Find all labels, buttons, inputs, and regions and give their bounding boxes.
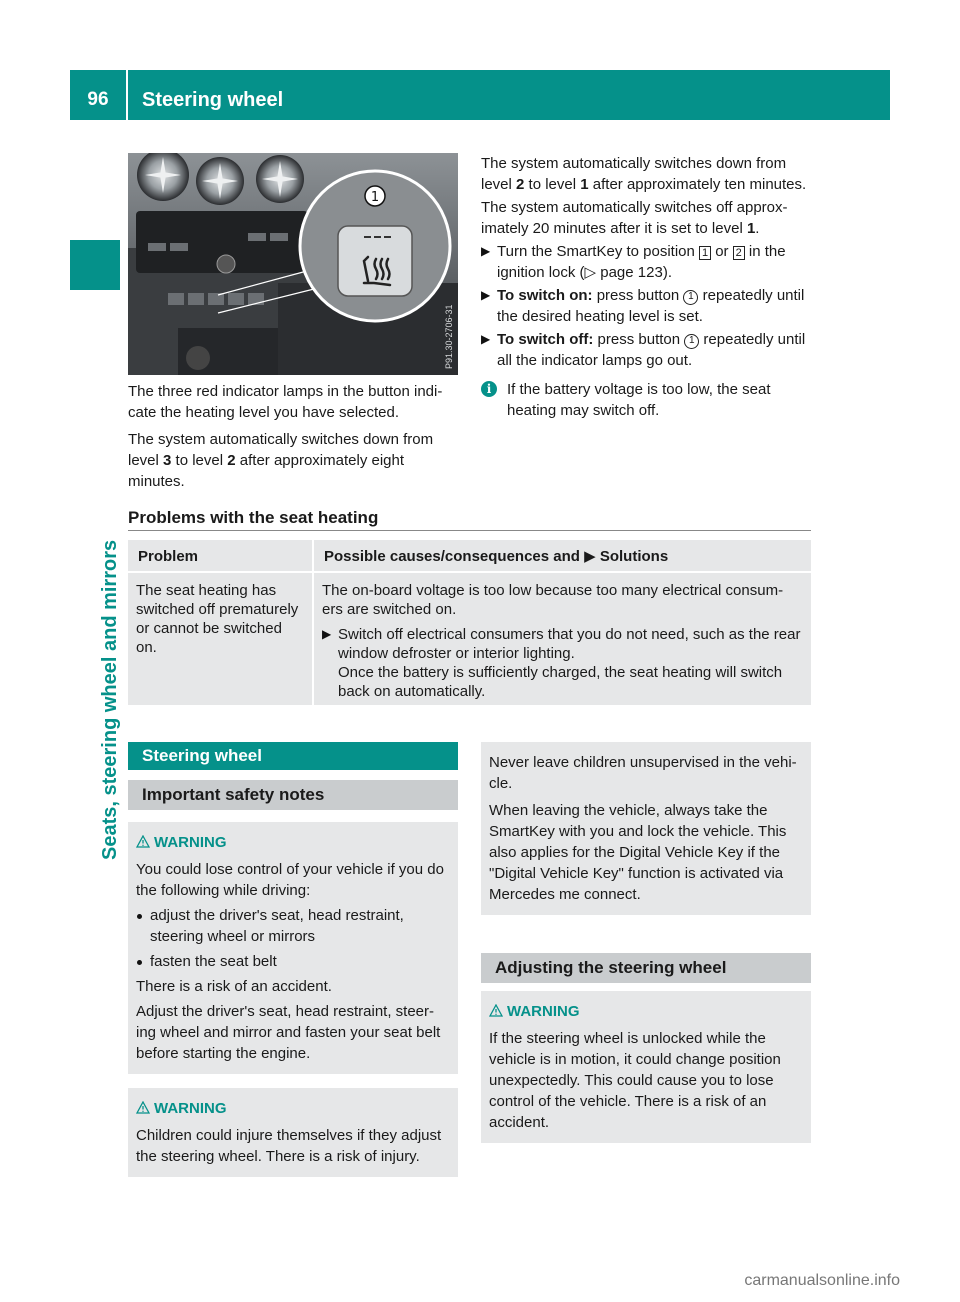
site-watermark: carmanualsonline.info (744, 1272, 900, 1289)
switch-on-label: To switch on: (497, 287, 593, 304)
left-text-column (128, 381, 458, 498)
level-2-value: 2 (227, 452, 236, 469)
magnified-button-callout (300, 171, 450, 321)
step1-text-a: Turn the SmartKey to position (497, 243, 700, 260)
warning-heading (489, 1001, 803, 1022)
callout-number: 1 (370, 190, 380, 205)
solution-step (322, 625, 803, 701)
battery-info-note (481, 379, 811, 421)
auto-off-text (481, 197, 811, 239)
problems-table (128, 540, 811, 705)
air-vent-center (196, 157, 244, 205)
info-icon: i (481, 381, 497, 397)
table-cell-solution (314, 573, 811, 705)
steering-left-column (128, 742, 458, 1177)
section-title-steering: Steering wheel (128, 742, 458, 770)
subsection-adjusting: Adjusting the steering wheel (481, 953, 811, 983)
step3-text-b: repeatedly until all the indicator lamps go out. (497, 331, 806, 369)
bullet-icon (137, 960, 142, 965)
chapter-label: Seats, steering wheel and mirrors (99, 539, 121, 860)
warning-label: WARNING (507, 1003, 580, 1020)
solution-arrow-icon: ▶ (584, 548, 596, 565)
button-ref-circle-icon: 1 (683, 290, 698, 305)
switch-off-label: To switch off: (497, 331, 594, 348)
accident-risk-text: There is a risk of an accident. (136, 978, 332, 995)
step-arrow-icon: ▶ (481, 244, 491, 258)
problems-heading: Problems with the seat heating (128, 508, 379, 527)
bullet-adjust-text: adjust the driver's seat, head restraint, steering wheel or mirrors (150, 907, 404, 945)
warning-box-driving (128, 822, 458, 1074)
subsection-safety-notes: Important safety notes (128, 780, 458, 810)
page-reference-link[interactable]: page 123 (600, 264, 663, 281)
page-title: Steering wheel (142, 89, 284, 111)
table-header-solutions (314, 540, 811, 571)
step-arrow-icon: ▶ (322, 627, 332, 641)
warning-bullet (136, 951, 450, 972)
level-3-value: 3 (163, 452, 172, 469)
solution-text-a: Switch off electrical consumers that you do not need, such as the rear window defroster or interior lighting. (338, 626, 801, 662)
level3-switch-text (128, 429, 458, 492)
level-2-bold: 2 (516, 176, 525, 193)
table-cell-problem: The seat heating has switched off prematurely or cannot be switched on. (128, 573, 312, 705)
seat-heating-button-photo (128, 153, 458, 375)
warning-heading (136, 832, 450, 853)
level-1-final: 1 (746, 220, 756, 237)
key-position-1: 1 (699, 246, 711, 260)
step-switch-on (481, 285, 811, 327)
warning-box-children (128, 1088, 458, 1177)
children-injury-text: Children could injure themselves if they adjust the steering wheel. There is a risk of injury. (136, 1127, 442, 1165)
level3-text-e: after approximately eight minutes. (128, 452, 405, 490)
children-note-box (481, 742, 811, 915)
warning-intro: You could lose control of your vehicle if you do the following while driving: (136, 861, 444, 899)
auto-off-text-a: The system automatically switches off approx-imately 20 minutes after it is set to level (481, 199, 788, 237)
warning-bullet (136, 905, 450, 947)
header-solutions-text: Solutions (599, 548, 669, 565)
warning-label: WARNING (154, 834, 227, 851)
adjust-before-driving-text: Adjust the driver's seat, head restraint, steer-ing wheel and mirror and fasten your seat belt before starting the engine. (136, 1003, 441, 1062)
right-text-column (481, 153, 811, 421)
level2-text-a: The system automatically switches down from level (481, 155, 787, 193)
children-unsupervised-text: Never leave children unsupervised in the vehi-cle. (489, 754, 797, 792)
bullet-icon (137, 914, 142, 919)
step-arrow-icon: ▶ (481, 288, 491, 302)
step-arrow-icon: ▶ (481, 332, 491, 346)
key-position-2: 2 (733, 246, 745, 260)
unlocked-wheel-text: If the steering wheel is unlocked while the vehicle is in motion, it could change position unexpectedly. This could cause you to lose control of the vehicle. There is a risk of an accident. (489, 1030, 781, 1131)
heading-rule (128, 530, 811, 531)
level2-text-c: to level (524, 176, 581, 193)
step1-text-c: ). (662, 264, 672, 281)
button-ref-circle-icon: 1 (684, 334, 699, 349)
indicator-lamps-text: The three red indicator lamps in the button indi-cate the heating level you have selected. (128, 383, 443, 421)
warning-box-unlocked (481, 991, 811, 1143)
level3-text-c: to level (171, 452, 228, 469)
bullet-seatbelt-text: fasten the seat belt (150, 953, 277, 970)
step-smartkey (481, 241, 811, 283)
step2-text-a: press button (592, 287, 684, 304)
level2-switch-text (481, 153, 811, 195)
chapter-side-tab (70, 240, 120, 880)
warning-heading (136, 1098, 450, 1119)
step1-text-b: in the ignition lock ( (497, 243, 786, 281)
page-ref-arrow-icon: ▷ (584, 264, 601, 281)
header-causes-text: Possible causes/consequences and (324, 548, 580, 565)
level-1-bold: 1 (580, 176, 589, 193)
level3-text-a: The system automatically switches down from level (128, 431, 434, 469)
step1-or: or (711, 243, 733, 260)
steering-right-column (481, 742, 811, 1143)
warning-triangle-icon (489, 1004, 503, 1017)
image-reference-code: P91.30-2706-31 (444, 304, 454, 369)
warning-label: WARNING (154, 1100, 227, 1117)
page-number: 96 (87, 89, 109, 110)
air-vent-right (256, 155, 304, 203)
warning-triangle-icon (136, 1101, 150, 1114)
warning-triangle-icon (136, 835, 150, 848)
step3-text-a: press button (593, 331, 685, 348)
chapter-marker (70, 240, 120, 290)
solution-text-b: Once the battery is sufficiently charged, the seat heating will switch back on automatically. (338, 664, 783, 700)
smartkey-lock-text: When leaving the vehicle, always take the SmartKey with you and lock the vehicle. This also applies for the Digital Vehicle Key if the "Digital Vehicle Key" function is activated via Mercedes me connect. (489, 802, 787, 903)
header-divider (126, 70, 128, 120)
level2-text-e: after approximately ten minutes. (588, 176, 807, 193)
step-switch-off (481, 329, 811, 371)
step2-text-b: repeatedly until the desired heating level is set. (497, 287, 805, 325)
cause-text: The on-board voltage is too low because too many electrical consum-ers are switched on. (322, 582, 784, 618)
table-header-problem: Problem (128, 540, 312, 571)
auto-off-text-c: . (755, 220, 760, 237)
battery-info-text: If the battery voltage is too low, the seat heating may switch off. (507, 381, 771, 419)
